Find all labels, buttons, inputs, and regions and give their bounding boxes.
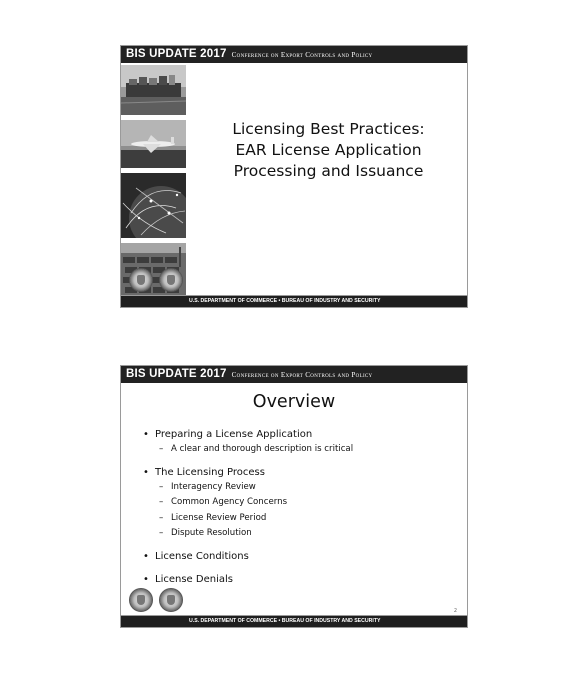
bullet-icon: • [143,574,149,586]
bullet-text: Preparing a License Application [155,429,313,440]
header-subtitle: Conference on Export Controls and Policy [231,371,373,379]
bis-seal-icon [159,268,183,292]
bullet-item [143,428,463,442]
sub-bullet-text: A clear and thorough description is critical [171,444,354,454]
sub-bullet-item [143,480,463,495]
slide-title [196,119,461,182]
commerce-seal-icon [129,268,153,292]
bullet-item [143,550,463,564]
bullet-text: The Licensing Process [155,467,265,479]
sub-bullet-item [143,526,463,541]
slide-title: Overview [252,392,336,412]
bullet-icon: • [143,467,149,479]
container-ship-photo [121,65,186,115]
sub-bullet-text: License Review Period [171,512,267,523]
header-title: BIS UPDATE 2017 [126,368,227,380]
slide-footer: U.S. DEPARTMENT OF COMMERCE • BUREAU OF INDUSTRY AND SECURITY [121,616,467,627]
slide-header [121,366,467,383]
header-title: BIS UPDATE 2017 [126,48,227,60]
header-subtitle: Conference on Export Controls and Policy [231,51,373,59]
bullet-text: License Denials [155,574,233,586]
bullet-item [143,573,463,587]
slide-1 [120,45,468,308]
sub-bullet-text: Common Agency Concerns [171,497,288,508]
bullet-text: License Conditions [155,551,249,563]
bullet-icon: • [143,551,149,563]
dash-icon: – [159,527,164,538]
globe-network-photo [121,173,186,238]
title-line: Processing and Issuance [233,162,424,180]
sub-bullet-text: Interagency Review [171,482,256,493]
sub-bullet-item [143,442,463,457]
sub-bullet-item [143,511,463,526]
bullet-icon: • [143,429,149,440]
bis-seal-icon [159,588,183,612]
dash-icon: – [159,512,164,523]
title-line: Licensing Best Practices: [232,120,425,138]
slide-header [121,46,467,63]
dash-icon: – [159,482,164,493]
bullet-list [143,428,463,587]
commerce-seal-icon [129,588,153,612]
title-line: EAR License Application [235,141,422,159]
sub-bullet-text: Dispute Resolution [171,527,252,538]
bullet-item [143,466,463,480]
dash-icon: – [159,497,164,508]
slide-2 [120,365,468,628]
airplane-photo [121,120,186,168]
slide-footer: U.S. DEPARTMENT OF COMMERCE • BUREAU OF INDUSTRY AND SECURITY [121,296,467,307]
sub-bullet-item [143,495,463,510]
photo-strip [121,63,186,298]
page-number: 2 [453,608,457,614]
dash-icon: – [159,444,164,454]
